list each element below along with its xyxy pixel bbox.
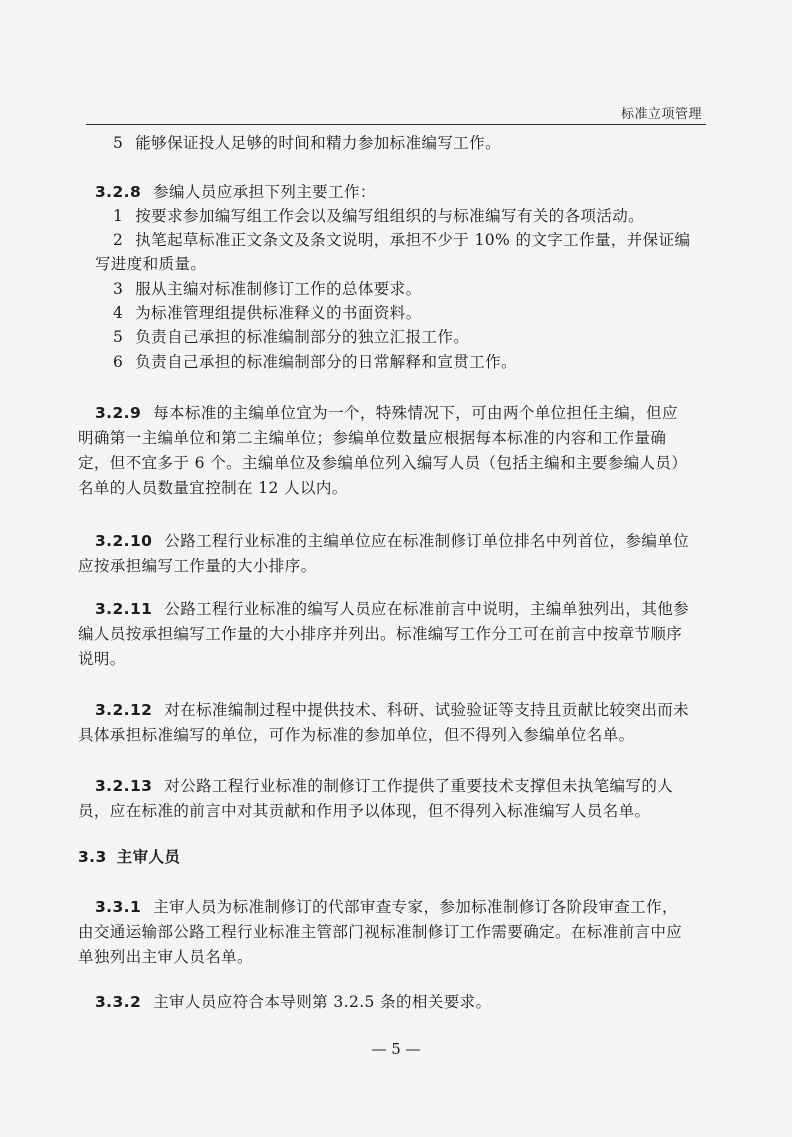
clause-number: 3.3.1: [95, 898, 142, 916]
clause-3-2-12: [95, 700, 689, 720]
section-heading-3-3: [78, 847, 180, 867]
item-text: 按要求参加编写组工作会以及编写组组织的与标准编写有关的各项活动。: [135, 207, 645, 225]
list-item: [113, 327, 469, 347]
list-item: [113, 133, 501, 153]
item-number: 3: [113, 280, 124, 298]
clause-text: 参编人员应承担下列主要工作：: [153, 183, 376, 201]
section-title: 主审人员: [116, 848, 181, 866]
item-number: 2: [113, 231, 124, 249]
clause-number: 3.2.10: [95, 532, 153, 550]
clause-text-continuation: 应按承担编写工作量的大小排序。: [78, 557, 317, 575]
item-text: 为标准管理组提供标准释义的书面资料。: [135, 304, 422, 322]
clause-number: 3.2.12: [95, 701, 153, 719]
item-number: 6: [113, 353, 124, 371]
clause-text: 主审人员应符合本导则第 3.2.5 条的相关要求。: [153, 993, 492, 1011]
clause-3-2-13: [95, 776, 673, 796]
list-item: [113, 230, 690, 250]
clause-number: 3.3.2: [95, 993, 142, 1011]
page-number: — 5 —: [371, 1040, 421, 1058]
item-text: 执笔起草标准正文条文及条文说明，承担不少于 10% 的文字工作量，并保证编: [135, 231, 691, 249]
clause-3-3-2: [95, 992, 491, 1012]
header-rule: [86, 124, 706, 125]
clause-text-continuation: 员，应在标准的前言中对其贡献和作用予以体现，但不得列入标准编写人员名单。: [78, 802, 651, 820]
clause-text-continuation: 说明。: [78, 650, 126, 668]
clause-text: 每本标准的主编单位宜为一个，特殊情况下，可由两个单位担任主编，但应: [153, 404, 678, 422]
section-number: 3.3: [78, 848, 107, 866]
clause-text: 对公路工程行业标准的制修订工作提供了重要技术支撑但未执笔编写的人: [164, 777, 674, 795]
clause-number: 3.2.8: [95, 183, 142, 201]
list-item: [113, 352, 517, 372]
item-text: 服从主编对标准制修订工作的总体要求。: [135, 280, 422, 298]
clause-text-continuation: 名单的人员数量宜控制在 12 人以内。: [78, 479, 348, 497]
item-text: 负责自己承担的标准编制部分的日常解释和宣贯工作。: [135, 353, 517, 371]
item-number: 4: [113, 304, 124, 322]
clause-3-2-11: [95, 599, 689, 619]
clause-3-2-8: [95, 182, 376, 202]
clause-number: 3.2.9: [95, 404, 142, 422]
clause-text-continuation: 编人员按承担编写工作量的大小排序并列出。标准编写工作分工可在前言中按章节顺序: [78, 625, 683, 643]
item-text: 能够保证投人足够的时间和精力参加标准编写工作。: [135, 134, 501, 152]
clause-text-continuation: 由交通运输部公路工程行业标准主管部门视标准制修订工作需要确定。在标准前言中应: [78, 923, 683, 941]
clause-3-2-9: [95, 403, 678, 423]
clause-3-3-1: [95, 897, 678, 917]
clause-text-continuation: 单独列出主审人员名单。: [78, 948, 253, 966]
clause-number: 3.2.11: [95, 600, 153, 618]
running-header: 标准立项管理: [621, 107, 703, 122]
clause-text-continuation: 具体承担标准编写的单位，可作为标准的参加单位，但不得列入参编单位名单。: [78, 726, 635, 744]
list-item: [113, 303, 421, 323]
item-number: 5: [113, 328, 124, 346]
clause-text-continuation: 明确第一主编单位和第二主编单位；参编单位数量应根据每本标准的内容和工作量确: [78, 429, 667, 447]
list-item: [113, 206, 644, 226]
clause-3-2-10: [95, 531, 689, 551]
list-item: [113, 279, 421, 299]
item-text-continuation: 写进度和质量。: [95, 255, 207, 273]
item-text: 负责自己承担的标准编制部分的独立汇报工作。: [135, 328, 470, 346]
clause-text-continuation: 定，但不宜多于 6 个。主编单位及参编单位列入编写人员（包括主编和主要参编人员）: [78, 454, 688, 472]
clause-text: 主审人员为标准制修订的代部审查专家，参加标准制修订各阶段审查工作，: [153, 898, 678, 916]
clause-text: 公路工程行业标准的编写人员应在标准前言中说明，主编单独列出，其他参: [164, 600, 690, 618]
clause-text: 对在标准编制过程中提供技术、科研、试验验证等支持且贡献比较突出而未: [164, 701, 690, 719]
clause-number: 3.2.13: [95, 777, 153, 795]
clause-text: 公路工程行业标准的主编单位应在标准制修订单位排名中列首位，参编单位: [164, 532, 690, 550]
item-number: 5: [113, 134, 124, 152]
item-number: 1: [113, 207, 124, 225]
